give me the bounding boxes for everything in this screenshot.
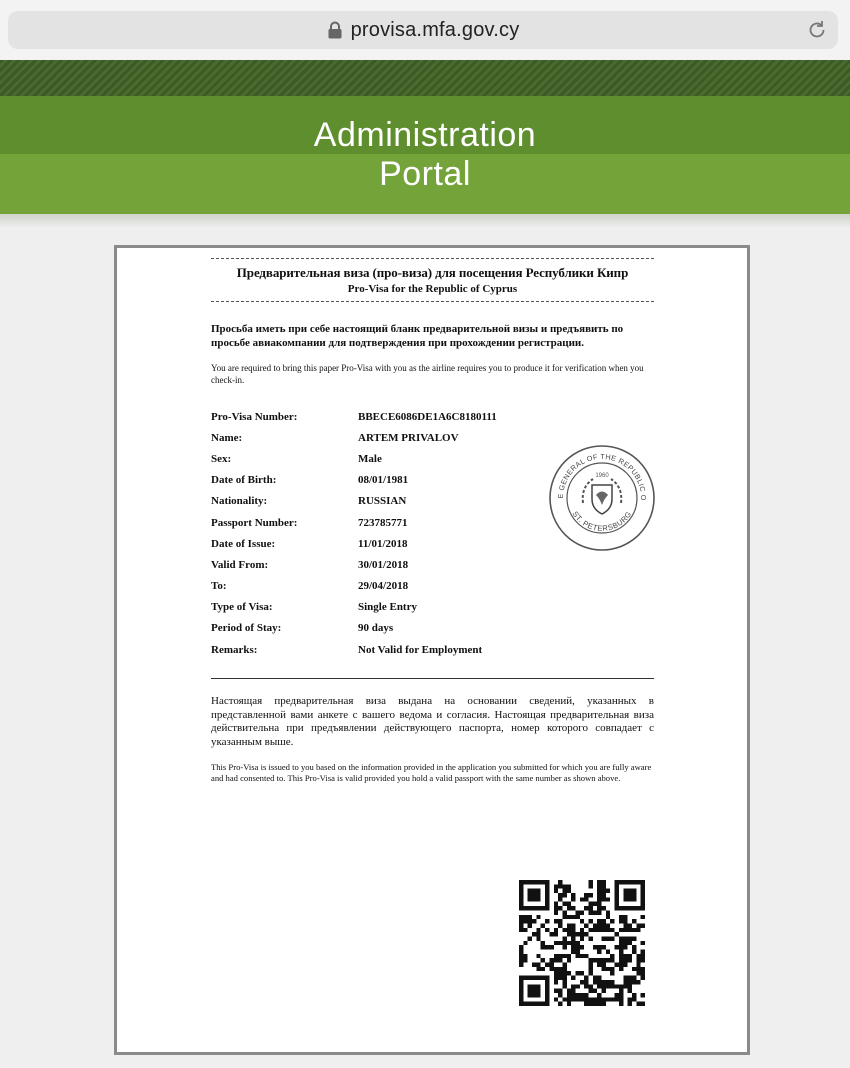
field-label: Remarks: [211, 643, 258, 656]
divider [211, 678, 654, 679]
browser-toolbar [0, 0, 850, 60]
field-row [211, 554, 497, 575]
field-label: Date of Birth: [211, 474, 277, 487]
field-label: Sex: [211, 452, 232, 465]
field-value: Single Entry [358, 601, 417, 614]
document-title-en: Pro-Visa for the Republic of Cyprus [347, 283, 518, 295]
seal-icon [547, 443, 657, 553]
field-value: Male [358, 452, 382, 465]
field-row [211, 427, 497, 448]
qr-code [519, 880, 645, 1006]
field-value: 30/01/2018 [358, 558, 409, 571]
field-value: BBECE6086DE1A6C8180111 [358, 410, 497, 423]
field-value: RUSSIAN [358, 495, 407, 508]
footer-ru: Настоящая предварительная виза выдана на основании сведений, указанных в представленной вами анкете с вашего ведома и согласия. Настоящая предварительная виза действительна при предъявлении действующего паспорта, номер которого совпадает с указанным выше. [211, 695, 654, 749]
field-label: Passport Number: [211, 516, 298, 529]
portal-title [0, 116, 850, 194]
svg-text:1960: 1960 [595, 473, 609, 479]
field-row [211, 448, 497, 469]
field-value: 723785771 [358, 516, 408, 529]
field-value: 08/01/1981 [358, 474, 409, 487]
header-stripe [0, 60, 850, 96]
footer-en: This Pro-Visa is issued to you based on the information provided in the application you submitted for which you are fully aware and had consented to. This Pro-Visa is valid provided you hold a valid passport with the same number as shown above. [211, 761, 652, 783]
document-title-ru: Предварительная виза (про-виза) для посещения Республики Кипр [236, 265, 629, 280]
field-label: Period of Stay: [211, 622, 282, 635]
field-row [211, 639, 497, 660]
field-label: Nationality: [211, 495, 268, 508]
address-bar[interactable] [8, 11, 838, 49]
notice-ru: Просьба иметь при себе настоящий бланк предварительной визы и предъявить по просьбе авиакомпании для подтверждения при прохождении регистрации. [211, 323, 624, 349]
field-value: 11/01/2018 [358, 537, 408, 550]
field-label: Valid From: [211, 558, 269, 571]
field-row [211, 406, 497, 427]
url-text: provisa.mfa.gov.cy [350, 18, 520, 41]
field-value: ARTEM PRIVALOV [358, 431, 459, 444]
reload-icon[interactable] [806, 19, 828, 41]
field-label: Name: [211, 431, 243, 444]
field-row [211, 618, 497, 639]
field-label: Date of Issue: [211, 537, 276, 550]
svg-text:CONSULATE GENERAL OF THE REPUB: E GENERAL OF THE REPUBLIC O [555, 451, 649, 501]
notice-en: You are required to bring this paper Pro-Visa with you as the airline requires you to produce it for verification when you check-in. [211, 363, 644, 385]
field-value: 29/04/2018 [358, 580, 409, 593]
field-label: Type of Visa: [211, 601, 273, 614]
portal-title-line1: Administration [313, 116, 537, 154]
lock-icon [327, 21, 343, 39]
field-row [211, 597, 497, 618]
field-value: Not Valid for Employment [358, 643, 483, 656]
field-row [211, 576, 497, 597]
field-row [211, 512, 497, 533]
field-row [211, 491, 497, 512]
field-row [211, 533, 497, 554]
visa-fields-table [211, 406, 497, 660]
portal-title-line2: Portal [379, 155, 471, 193]
field-label: Pro-Visa Number: [211, 410, 298, 423]
portal-header [0, 96, 850, 214]
field-label: To: [211, 580, 227, 593]
field-value: 90 days [358, 622, 394, 635]
field-row [211, 470, 497, 491]
svg-text:ST. PETERSBURG: ST. PETERSBURG [570, 509, 634, 533]
